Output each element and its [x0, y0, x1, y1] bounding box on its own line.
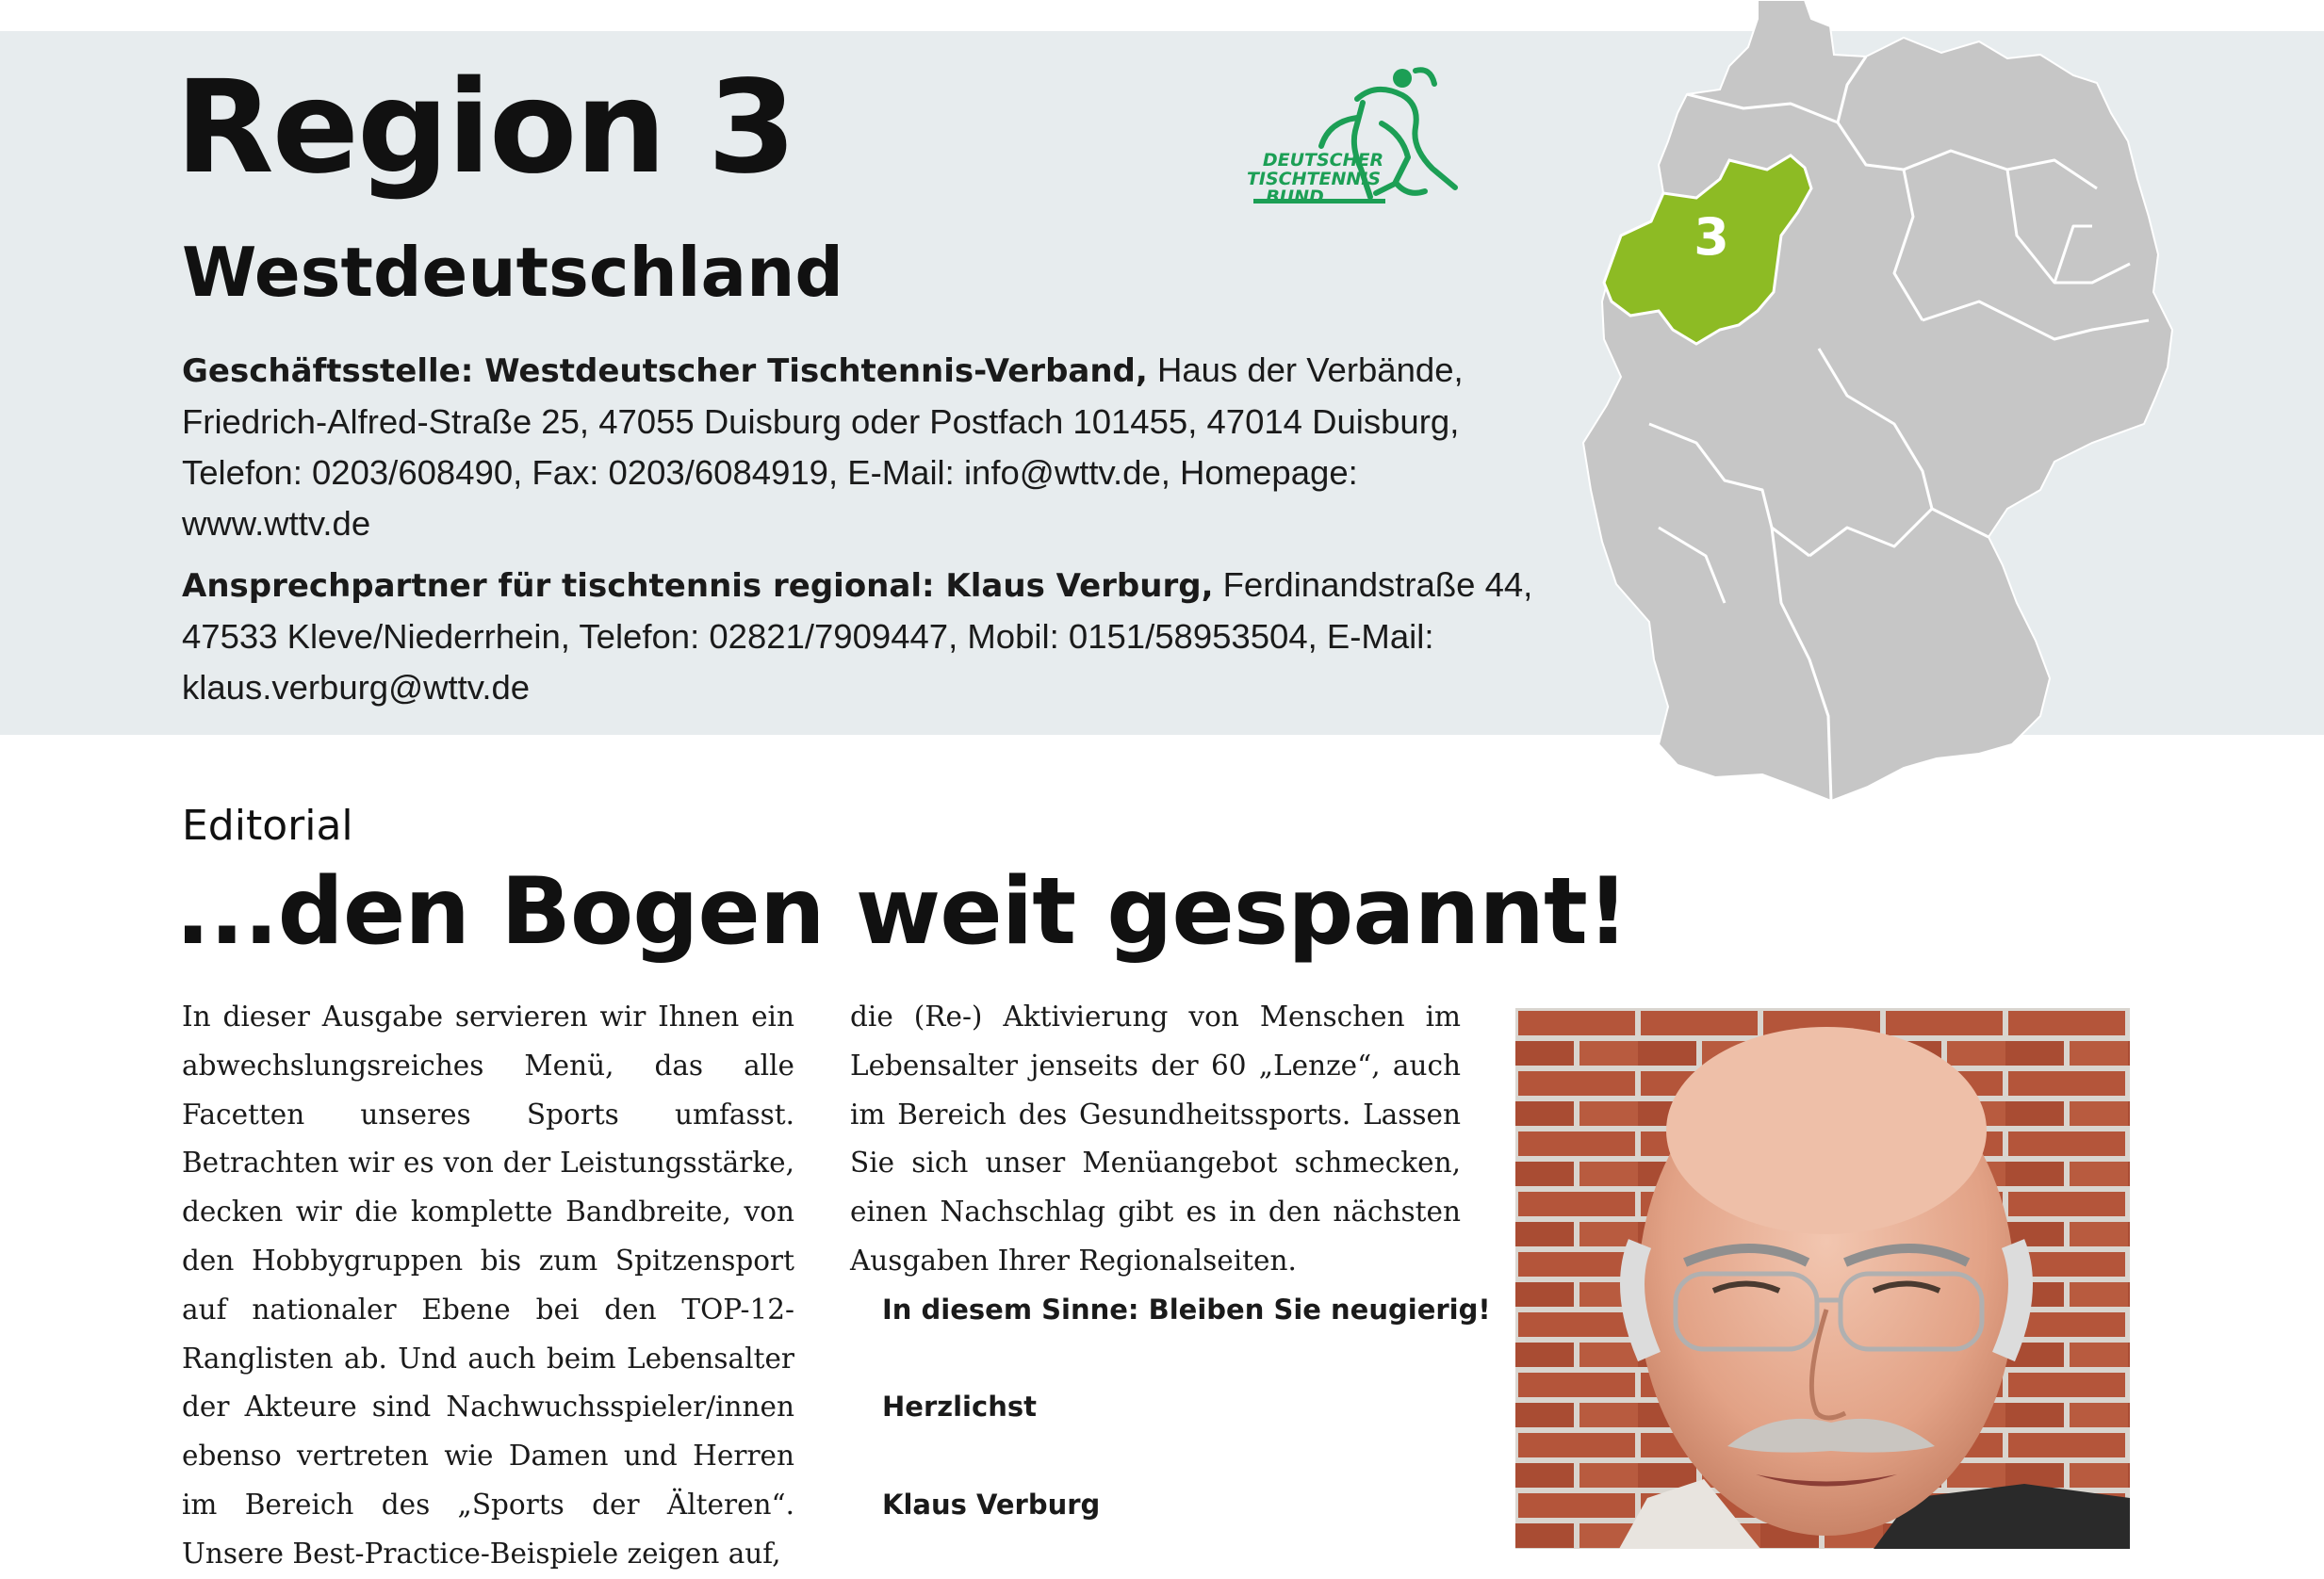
region-number-label: 3: [1694, 207, 1729, 267]
editorial-label: Editorial: [182, 802, 353, 850]
office-text: Haus der Verbände, Friedrich-Alfred-Straße 25, 47055 Duisburg oder Postfach 101455, 47014 Duisburg, Telefon: 0203/608490, Fax: 0203/6084919, E-Mail: info@wttv.de, Homepage: www.wttv.de: [182, 350, 1464, 543]
signature: Klaus Verburg: [882, 1488, 1101, 1521]
article-paragraph-1: In dieser Ausgabe servieren wir Ihnen ein abwechslungsreiches Menü, das alle Facetten unseres Sports umfasst. Betrachten wir es von der Leistungsstärke, decken wir die komplette Bandbreite, von den Hobbygruppen bis zum Spitzensport auf nationaler Ebene bei den TOP-12-Ranglisten ab. Und auch beim Lebensalter der Akteure sind Nachwuchsspieler/innen ebenso vertreten wie Damen und Herren im Bereich des „Sports der Älteren“. Unsere Best-Practice-Beispiele zeigen auf,: [182, 1001, 794, 1570]
editorial-headline: ...den Bogen weit gespannt!: [175, 858, 1628, 966]
greeting: Herzlichst: [882, 1391, 1037, 1424]
logo-line-2: TISCHTENNIS: [1246, 169, 1382, 189]
office-contact: [182, 345, 1539, 549]
germany-map: [1564, 0, 2177, 801]
article-column-1: [182, 993, 794, 1579]
region-title: Region 3: [175, 54, 795, 203]
closing-line: In diesem Sinne: Bleiben Sie neugierig!: [882, 1293, 1491, 1326]
person-contact: [182, 560, 1539, 713]
region-subtitle: Westdeutschland: [182, 233, 843, 312]
person-label: Ansprechpartner für tischtennis regional: Klaus Verburg,: [182, 567, 1214, 605]
person-text: Ferdinandstraße 44, 47533 Kleve/Niederrhein, Telefon: 02821/7909447, Mobil: 0151/58953504, E-Mail: klaus.verburg@wttv.de: [182, 565, 1533, 707]
germany-outline: [1583, 0, 2172, 801]
author-portrait: [1515, 1008, 2130, 1549]
dttb-logo: [1197, 61, 1498, 221]
article-paragraph-2: die (Re-) Aktivierung von Menschen im Lebensalter jenseits der 60 „Lenze“, auch im Bereich des Gesundheitssports. Lassen Sie sich unser Menüangebot schmecken, einen Nachschlag gibt es in den nächsten Ausgaben Ihrer Regionalseiten.: [850, 1001, 1461, 1277]
logo-line-3: BUND: [1266, 187, 1324, 207]
article-column-2: [850, 993, 1491, 1530]
logo-line-1: DEUTSCHER: [1262, 150, 1384, 171]
office-label: Geschäftsstelle: Westdeutscher Tischtennis-Verband,: [182, 352, 1148, 390]
